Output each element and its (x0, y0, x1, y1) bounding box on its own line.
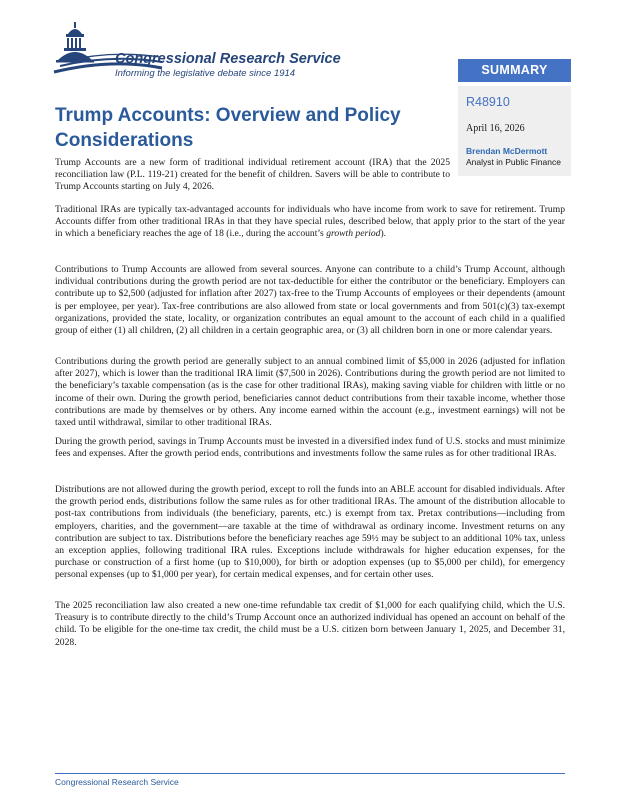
growth-period-term: growth period (326, 228, 381, 240)
org-name: Congressional Research Service (115, 51, 341, 67)
paragraph-close: ). (380, 228, 387, 240)
paragraph: The 2025 reconciliation law also created a new one-time refundable tax credit of $1,000 for each qualifying child, which the U.S. Treasury is to contribute directly to the child’s Trump Account once an authorized individual has opened an account on behalf of the child. To be eligible for the one-time tax credit, the child must be a U.S. citizen born between January 1, 2025, and December 31, 2028. (55, 600, 565, 648)
paragraph: Distributions are not allowed during the growth period, except to roll the funds into an ABLE account for disabled individuals. After the growth period ends, distributions follow the same rules as for other traditional IRAs. The amount of the distribution allocable to post-tax contributions from individuals (the beneficiary, parents, etc.) is exempt from tax. Pretax contributions—including from employers, charities, and the government—are taxable at the time of withdrawal as ordinary income. Investment returns on any contribution are subject to tax. Distributions before the beneficiary reaches age 59½ may be subject to an additional 10% tax, unless an exception applies, following traditional IRA rules. Exceptions include withdrawals for higher education expenses, for the purchase or construction of a first home (up to $10,000), for birth or adoption expenses (up to $5,000 per child), for emergency personal expenses (up to $1,000 per year), for certain medical expenses, and for certain other uses. (55, 484, 565, 581)
paragraph: During the growth period, savings in Trump Accounts must be invested in a diversified index fund of U.S. stocks and must minimize fees and expenses. After the growth period ends, contributions and investments follow the same rules as for other traditional IRAs. (55, 436, 566, 460)
summary-banner (458, 59, 571, 82)
report-date: April 16, 2026 (466, 123, 525, 134)
paragraph-text: Traditional IRAs are typically tax-advantaged accounts for individuals who have income from work to save for retirement. Trump Accounts differ from other traditional IRAs in that they have special rules, described below, that apply prior to the start of the year in which a beneficiary reaches the age of 18 (i.e., during the account’s (55, 204, 565, 240)
title-line-1: Trump Accounts: Overview and Policy (55, 105, 401, 126)
paragraph: Contributions during the growth period are generally subject to an annual combined limit of $5,000 in 2026 (adjusted for inflation after 2027), which is lower than the traditional IRA limit ($7,500 in 2026). Contributions during the growth period are not limited to the beneficiary’s taxable compensation (as is the case for other traditional IRAs), making saving viable for children with little or no income of their own. During the growth period, beneficiaries cannot deduct contributions from their taxable income, whether those contributions are made by themselves or by others. Any income earned within the account (e.g., investment earnings) will not be taxed until withdrawal, similar to other traditional IRAs. (55, 356, 565, 429)
footer-text: Congressional Research Service (55, 777, 179, 787)
paragraph: Trump Accounts are a new form of traditional individual retirement account (IRA) that the 2025 reconciliation law (P.L. 119-21) created for the benefit of children. Savers will be able to contribute to Trump Accounts starting on July 4, 2026. (55, 157, 450, 193)
report-id: R48910 (466, 95, 510, 109)
page-title (55, 103, 415, 153)
author-title: Analyst in Public Finance (466, 157, 561, 167)
org-tagline: Informing the legislative debate since 1914 (115, 68, 296, 79)
summary-label: SUMMARY (481, 63, 548, 77)
paragraph (55, 204, 565, 241)
title-line-2: Considerations (55, 130, 194, 151)
paragraph: Contributions to Trump Accounts are allowed from several sources. Anyone can contribute to a child’s Trump Account, although individual contributions during the growth period are not tax-deductible for either the contributor or the beneficiary. Employers can contribute up to $2,500 (adjusted for inflation after 2027) tax-free to the Trump Accounts of employees or their dependents (amount is per employee, per year). Tax-free contributions are also allowed from state or local governments and from 501(c)(3) tax-exempt organizations, provided the state, locality, or organization contributes an equal amount to the account of each child in a qualified group of either (1) all children, (2) all children in a certain geographic area, or (3) all children born in one or more calendar years. (55, 264, 565, 337)
footer-divider (55, 773, 565, 774)
author-name: Brendan McDermott (466, 146, 548, 156)
